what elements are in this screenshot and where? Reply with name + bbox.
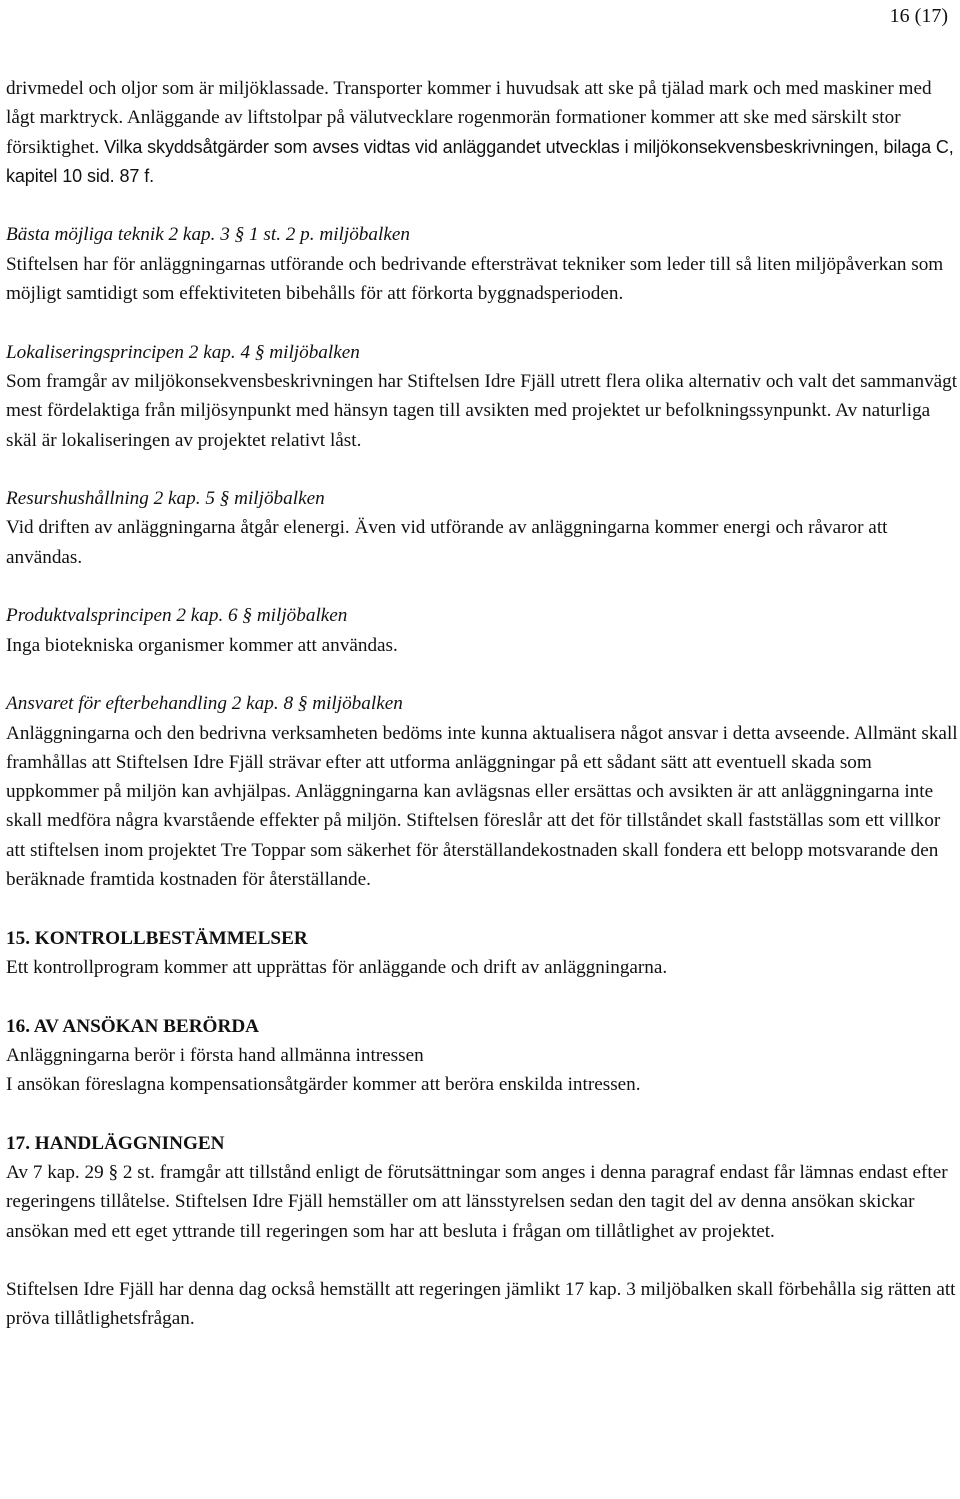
closing-paragraph: Stiftelsen Idre Fjäll har denna dag också hemställt att regeringen jämlikt 17 kap. 3 miljöbalken skall förbehålla sig rätten att pröva tillåtlighetsfrågan. — [6, 1279, 956, 1330]
section-body: Inga biotekniska organismer kommer att användas. — [6, 634, 398, 656]
section-heading: Resurshushållning 2 kap. 5 § miljöbalken — [6, 488, 325, 510]
numbered-section-line: I ansökan föreslagna kompensationsåtgärder kommer att beröra enskilda intressen. — [6, 1074, 641, 1096]
section-resurshushallning — [6, 484, 958, 572]
section-17-handlaggningen — [6, 1129, 958, 1246]
numbered-section-title: 15. KONTROLLBESTÄMMELSER — [6, 927, 308, 949]
section-15-kontrollbestammelser — [6, 924, 958, 983]
intro-serif-text: drivmedel och oljor som är miljöklassade. Transporter kommer i huvudsak att ske på tjälad mark och med maskiner med lågt marktryck. Anläggande av liftstolpar på välutvecklare rogenmorän formationer kommer att ske med särskilt stor försiktighet. — [6, 78, 932, 158]
numbered-section-line: Av 7 kap. 29 § 2 st. framgår att tillstånd enligt de förutsättningar som anges i denna paragraf endast får lämnas endast efter regeringens tillåtelse. Stiftelsen Idre Fjäll hemställer om att länsstyrelsen sedan den tagit del av denna ansökan skickar ansökan med ett eget yttrande till regeringen som har att besluta i frågan om tillåtlighet av projektet. — [6, 1161, 948, 1242]
numbered-section-title: 16. AV ANSÖKAN BERÖRDA — [6, 1015, 260, 1037]
section-heading: Bästa möjliga teknik 2 kap. 3 § 1 st. 2 p. miljöbalken — [6, 224, 410, 246]
section-body: Anläggningarna och den bedrivna verksamheten bedöms inte kunna aktualisera något ansvar i detta avseende. Allmänt skall framhållas att Stiftelsen Idre Fjäll strävar efter att utforma anläggningar på ett sådant sätt att eventuell skada som uppkommer på miljön kan avhjälpas. Anläggningarna kan avlägsnas eller ersättas och avsikten är att anläggningarna inte skall medföra några kvarstående effekter på miljön. Stiftelsen föreslår att det för tillståndet skall fastställas som ett villkor att stiftelsen inom projektet Tre Toppar som säkerhet för återställandekostnaden skall fondera ett belopp motsvarande den beräknade framtida kostnaden för återställande. — [6, 722, 958, 891]
section-lokaliseringsprincipen — [6, 338, 958, 455]
section-heading: Produktvalsprincipen 2 kap. 6 § miljöbalken — [6, 605, 348, 627]
numbered-section-line: Anläggningarna berör i första hand allmänna intressen — [6, 1044, 424, 1066]
section-16-av-ansokan-berorda — [6, 1012, 958, 1100]
section-basta-mojliga-teknik — [6, 220, 958, 308]
section-heading: Ansvaret för efterbehandling 2 kap. 8 § miljöbalken — [6, 693, 403, 715]
intro-sans-text: Vilka skyddsåtgärder som avses vidtas vid anläggandet utvecklas i miljökonsekvensbeskrivningen, bilaga C, kapitel 10 sid. 87 f. — [6, 136, 954, 186]
section-ansvaret-for-efterbehandling — [6, 689, 958, 894]
section-heading: Lokaliseringsprincipen 2 kap. 4 § miljöbalken — [6, 341, 360, 363]
section-body: Stiftelsen har för anläggningarnas utförande och bedrivande eftersträvat tekniker som leder till så liten miljöpåverkan som möjligt samtidigt som effektiviteten bibehålls för att förkorta byggnadsperioden. — [6, 253, 944, 305]
numbered-section-title: 17. HANDLÄGGNINGEN — [6, 1132, 225, 1154]
intro-paragraph — [6, 74, 958, 191]
document-body — [6, 74, 958, 1334]
section-body: Som framgår av miljökonsekvensbeskrivningen har Stiftelsen Idre Fjäll utrett flera olika alternativ och valt det sammanvägt mest fördelaktiga från miljösynpunkt med hänsyn tagen till avsikten med projektet ur befolkningssynpunkt. Av naturliga skäl är lokaliseringen av projektet relativt låst. — [6, 370, 958, 451]
section-produktvalsprincipen — [6, 601, 958, 660]
page-number: 16 (17) — [889, 5, 948, 27]
closing-paragraph-block — [6, 1275, 958, 1334]
numbered-section-line: Ett kontrollprogram kommer att upprättas för anläggande och drift av anläggningarna. — [6, 956, 668, 978]
section-body: Vid driften av anläggningarna åtgår elenergi. Även vid utförande av anläggningarna kommer energi och råvaror att användas. — [6, 517, 888, 568]
